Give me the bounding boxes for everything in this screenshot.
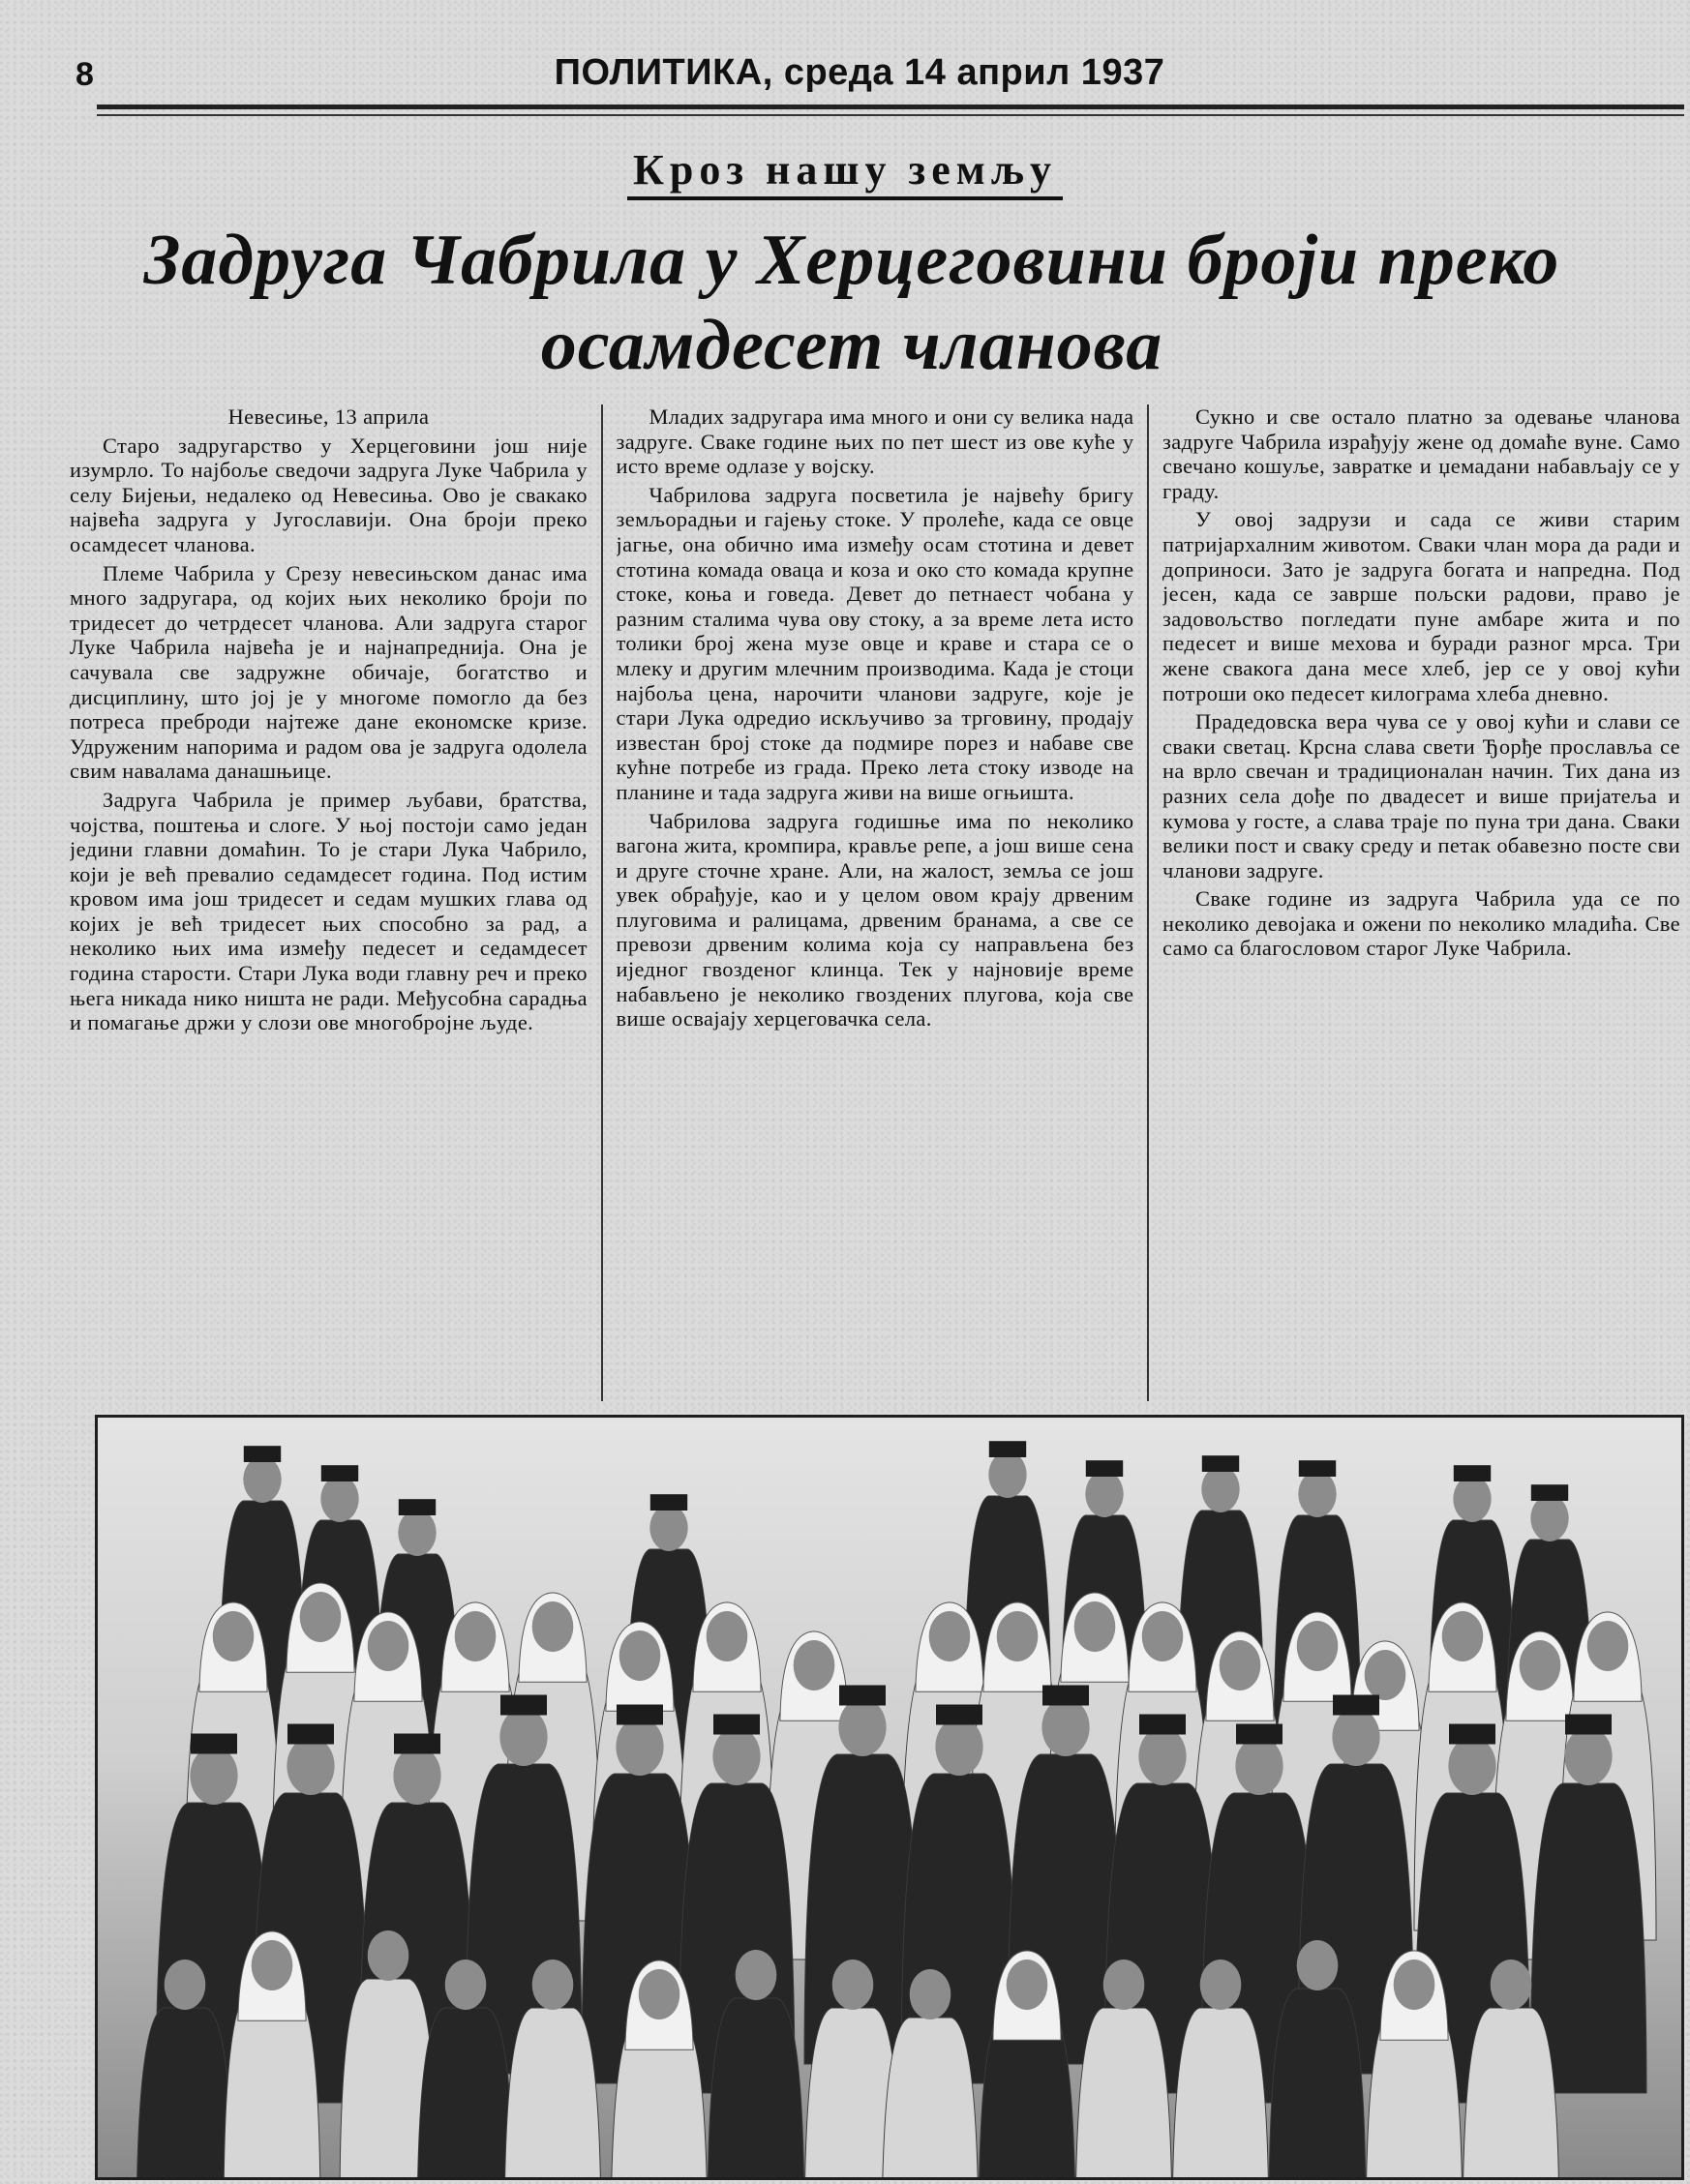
paragraph: Прадедовска вера чува се у овој кући и слави се сваки светац. Крсна слава свети Ђорђе прославља се на врло свечан и традиционалан начин. Тих дана из разних села дође по двадесет и више пријатеља и кумова у госте, а слава траје по пуна три дана. Сваки велики пост и сваку среду и петак обавезно посте сви чланови задруге. xyxy=(1162,709,1680,883)
headline: Задруга Чабрила у Херцеговини броји преко осамдесет чланова xyxy=(143,221,1560,385)
article-body xyxy=(70,404,1680,1401)
paragraph: У овој задрузи и сада се живи старим патријархалним животом. Сваки члан мора да ради и доприноси. Зато је задруга богата и напредна. Под јесен, када се заврше пољски радови, право је задовољство погледати пуне амбаре жита и по педесет и више мехова и буради разног мрса. Три жене свакога дана месе хлеб, јер се у овој кући потроши око педесет килограма хлеба дневно. xyxy=(1162,507,1680,705)
masthead-rule xyxy=(97,105,1684,109)
paragraph: Чабрилова задруга посветила је највећу бригу земљорадњи и гајењу стоке. У пролеће, када се овце јагње, она обично има између осам стотина и девет стотина комада оваца и коза и око сто комада крупне стоке, коња и говеда. Девет до петнаест чобана у разним сталима чува ову стоку, а за време лета исто толики број жена музе овце и краве и стара се о млеку и другим млечним производима. Када је стоци најбоља цена, нарочити чланови задруге, које је стари Лука одредио искључиво за трговину, продају известан број стоке да подмире порез и набаве све кућне потребе из града. Преко лета стоку изводе на планине и тада задруга живи на вишe огњишта. xyxy=(616,482,1134,804)
dateline: Невесиње, 13 априла xyxy=(227,404,430,429)
column-2 xyxy=(617,404,1134,1401)
masthead xyxy=(75,48,1644,106)
column-1 xyxy=(70,404,588,1401)
paragraph: Чабрилова задруга годишње има по неколико вагона жита, кромпира, крављe репе, а још више сена и друге сточне хране. Али, на жалост, земља се још увек обрађује, као и у целом овом крају дрвеним плуговима и ралицама, дрвеним бранама, а све се превози дрвеним колима која су направљена без иједног гвозденог клинца. Тек у најновије време набављено је неколико гвоздених плугова, која све више освајају херцеговачка села. xyxy=(616,808,1134,1032)
paragraph: Сукно и све остало платно за одевање чланова задруге Чабрила израђују жене од домаће вуне. Само свечано кошуље, завратке и џемадани набављају се у граду. xyxy=(1162,404,1680,503)
group-photo-icon xyxy=(98,1418,1681,2177)
group-photo xyxy=(95,1415,1684,2180)
paragraph: Младих задругара има много и они су велика нада задруге. Сваке године њих по пет шест из ове куће у исто време одлазе у војску. xyxy=(616,404,1134,479)
column-3 xyxy=(1162,404,1680,1401)
column-divider xyxy=(601,404,603,1401)
masthead-rule-thin xyxy=(97,114,1684,116)
paragraph: Сваке године из задруга Чабрила уда се по неколико девојака и ожени по неколико младића. Све само са благословом старог Луке Чабрила. xyxy=(1162,886,1680,961)
kicker-text: Кроз нашу земљу xyxy=(627,145,1063,200)
paragraph: Старо задругарство у Херцеговини још није изумрло. То најбоље сведочи задруга Луке Чабрила у селу Бијењи, недалеко од Невесиња. Ово је свакако највећа задруга у Југославији. Она броји преко осамдесет чланова. xyxy=(70,433,588,556)
page-number: 8 xyxy=(75,56,94,93)
column-divider xyxy=(1147,404,1149,1401)
paragraph: Племе Чабрила у Срезу невесињском данас има много задругара, од којих њих неколико броји по тридесет до четрдесет чланова. Али задруга старог Луке Чабрила највећа је и најнапреднија. Она је сачувала све задружне обичаје, богатство и дисциплину, што јој је у многоме помогло да без потреса преброди најтеже дане економске кризе. Удруженим напорима и радом ова је задруга одолела свим навалама данашњице. xyxy=(70,560,588,784)
section-kicker xyxy=(0,145,1690,200)
masthead-title: ПОЛИТИКА, среда 14 април 1937 xyxy=(554,52,1165,93)
paragraph: Задруга Чабрила је пример љубави, братства, чојства, поштења и слоге. У њој постоји само један једини главни домаћин. То је стари Лука Чабрило, који је већ превалио седамдесет година. Под истим кровом има још тридесет и седам мушких глава од којих је већ тридесет њих способно за рад, а неколико њих има између педесет и седамдесет година старости. Стари Лука води главну реч и преко њега никада нико ништа не ради. Међусобна сарадња и помагање држи у слози ове многобројне људе. xyxy=(70,787,588,1035)
